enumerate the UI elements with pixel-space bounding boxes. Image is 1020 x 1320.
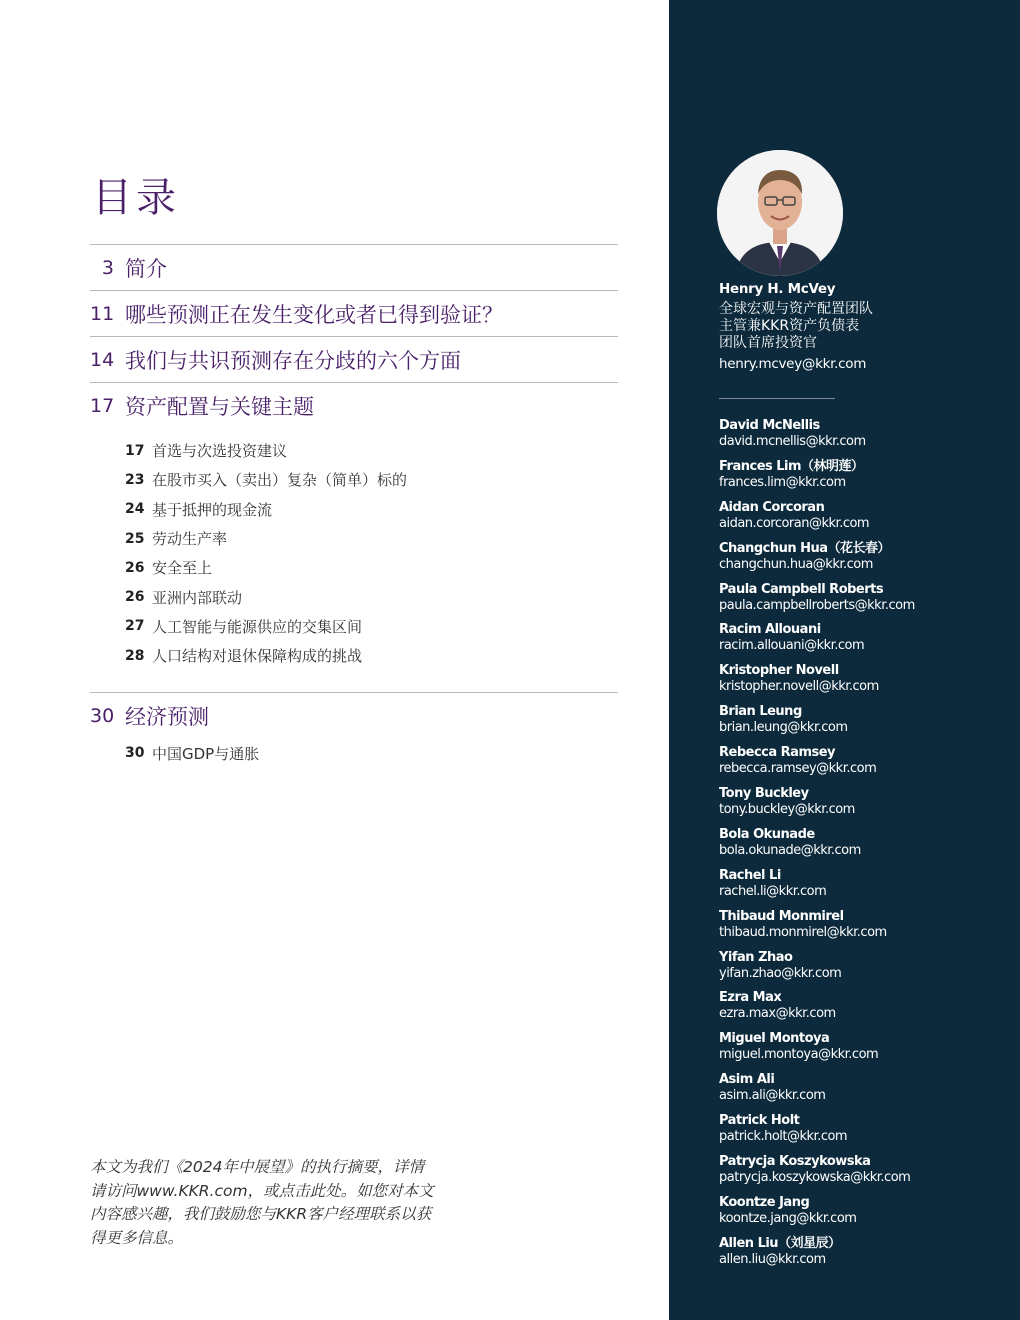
- contact-email[interactable]: koontze.jang@kkr.com: [719, 1210, 857, 1226]
- contact-item: [719, 744, 1009, 785]
- contact-list: [719, 417, 1009, 1276]
- contact-name: Rebecca Ramsey: [719, 745, 836, 761]
- divider: [719, 398, 835, 399]
- contact-name: Tony Buckley: [719, 786, 809, 802]
- toc-subsection-label: 在股市买入（卖出）复杂（简单）标的: [152, 471, 408, 490]
- page-title: 目录: [92, 175, 180, 221]
- toc-section-asset-allocation[interactable]: [90, 382, 618, 428]
- contact-name: Frances Lim（林明莲）: [719, 458, 864, 474]
- contact-email[interactable]: asim.ali@kkr.com: [719, 1088, 826, 1104]
- lead-author-email[interactable]: henry.mcvey@kkr.com: [719, 356, 867, 372]
- contact-item: [719, 417, 1009, 458]
- table-of-contents: [90, 244, 618, 768]
- contact-name: Koontze Jang: [719, 1194, 810, 1210]
- contact-item: [719, 458, 1009, 499]
- toc-subsection-label: 人口结构对退休保障构成的挑战: [152, 647, 363, 666]
- contact-email[interactable]: rebecca.ramsey@kkr.com: [719, 761, 877, 777]
- toc-section-label: 经济预测: [125, 704, 209, 729]
- contact-item: [719, 662, 1009, 703]
- toc-subsection-label: 基于抵押的现金流: [152, 500, 273, 519]
- contact-email[interactable]: patrycja.koszykowska@kkr.com: [719, 1170, 911, 1186]
- contact-email[interactable]: ezra.max@kkr.com: [719, 1006, 836, 1022]
- contact-item: [719, 908, 1009, 949]
- toc-page-number: 14: [90, 348, 115, 371]
- toc-page-number: 26: [125, 589, 145, 606]
- contact-email[interactable]: tony.buckley@kkr.com: [719, 802, 855, 818]
- lead-author-title: 主管兼KKR资产负债表: [719, 318, 860, 334]
- lead-author-name: Henry H. McVey: [719, 281, 836, 297]
- contact-email[interactable]: david.mcnellis@kkr.com: [719, 434, 866, 449]
- contact-item: [719, 1030, 1009, 1071]
- contact-name: Kristopher Novell: [719, 663, 839, 679]
- lead-author: [719, 281, 999, 372]
- contact-item: [719, 949, 1009, 990]
- contact-item: [719, 826, 1009, 867]
- contact-name: Thibaud Monmirel: [719, 908, 844, 924]
- contact-item: [719, 540, 1009, 581]
- contact-item: [719, 621, 1009, 662]
- contact-name: Yifan Zhao: [719, 949, 793, 965]
- toc-page-number: 28: [125, 647, 145, 664]
- contact-name: Patrick Holt: [719, 1113, 800, 1129]
- toc-subsection-item[interactable]: [125, 553, 618, 582]
- section-spacer: [90, 670, 618, 692]
- toc-subsection-label: 劳动生产率: [152, 530, 228, 549]
- toc-subsection-list: [90, 738, 618, 767]
- toc-page-number: 17: [90, 394, 115, 417]
- contact-name: Allen Liu（刘星辰）: [719, 1235, 841, 1251]
- contact-item: [719, 989, 1009, 1030]
- contact-item: [719, 1153, 1009, 1194]
- contact-email[interactable]: allen.liu@kkr.com: [719, 1251, 826, 1267]
- toc-page-number: 23: [125, 471, 145, 488]
- toc-page-number: 11: [90, 302, 115, 325]
- contact-name: David McNellis: [719, 418, 820, 433]
- toc-page-number: 27: [125, 618, 145, 635]
- contact-email[interactable]: yifan.zhao@kkr.com: [719, 965, 842, 981]
- contact-email[interactable]: racim.allouani@kkr.com: [719, 638, 865, 654]
- toc-subsection-label: 首选与次选投资建议: [152, 442, 288, 461]
- toc-section-forecasts[interactable]: [90, 290, 618, 336]
- contact-item: [719, 581, 1009, 622]
- contact-email[interactable]: rachel.li@kkr.com: [719, 883, 827, 899]
- contact-item: [719, 1235, 1009, 1276]
- toc-page-number: 25: [125, 530, 145, 547]
- contact-email[interactable]: patrick.holt@kkr.com: [719, 1129, 848, 1145]
- toc-subsection-item[interactable]: [125, 524, 618, 553]
- contact-item: [719, 785, 1009, 826]
- contact-item: [719, 867, 1009, 908]
- toc-section-label: 哪些预测正在发生变化或者已得到验证？: [125, 302, 503, 327]
- contact-item: [719, 1112, 1009, 1153]
- person-portrait-icon: [717, 150, 843, 276]
- contact-email[interactable]: brian.leung@kkr.com: [719, 720, 848, 736]
- toc-subsection-label: 中国GDP与通胀: [152, 744, 260, 763]
- toc-section-label: 简介: [125, 256, 167, 281]
- toc-page-number: 17: [125, 442, 145, 459]
- contact-name: Ezra Max: [719, 990, 782, 1006]
- toc-section-label: 我们与共识预测存在分歧的六个方面: [125, 348, 461, 373]
- contact-email[interactable]: kristopher.novell@kkr.com: [719, 679, 879, 695]
- contact-name: Miguel Montoya: [719, 1031, 830, 1047]
- contact-email[interactable]: aidan.corcoran@kkr.com: [719, 515, 870, 531]
- contact-name: Rachel Li: [719, 867, 781, 883]
- contact-email[interactable]: frances.lim@kkr.com: [719, 474, 846, 490]
- toc-page-number: 24: [125, 501, 145, 518]
- contact-name: Asim Ali: [719, 1072, 775, 1088]
- toc-subsection-item[interactable]: [125, 641, 618, 670]
- contact-item: [719, 1194, 1009, 1235]
- toc-subsection-list: [90, 436, 618, 670]
- toc-subsection-item[interactable]: [125, 465, 618, 494]
- lead-author-title: 团队首席投资官: [719, 335, 817, 351]
- toc-section-intro[interactable]: [90, 244, 618, 290]
- contact-email[interactable]: paula.campbellroberts@kkr.com: [719, 597, 915, 613]
- toc-section-economic-forecast[interactable]: [90, 692, 618, 738]
- lead-author-title: 全球宏观与资产配置团队: [719, 301, 873, 317]
- contact-name: Brian Leung: [719, 704, 802, 720]
- author-photo: [717, 150, 843, 276]
- contact-item: [719, 499, 1009, 540]
- toc-section-label: 资产配置与关键主题: [125, 394, 314, 419]
- contact-item: [719, 703, 1009, 744]
- contact-email[interactable]: bola.okunade@kkr.com: [719, 842, 861, 858]
- contact-name: Aidan Corcoran: [719, 499, 825, 515]
- toc-subsection-item[interactable]: [125, 612, 618, 641]
- toc-subsection-item[interactable]: [125, 582, 618, 611]
- toc-subsection-label: 安全至上: [152, 559, 213, 578]
- toc-page-number: 30: [125, 745, 145, 762]
- toc-page-number: 3: [101, 256, 114, 279]
- contact-name: Paula Campbell Roberts: [719, 581, 884, 597]
- contact-email[interactable]: changchun.hua@kkr.com: [719, 556, 873, 572]
- contact-item: [719, 1071, 1009, 1112]
- contact-name: Bola Okunade: [719, 826, 815, 842]
- summary-note: 本文为我们《2024年中展望》的执行摘要，详情请访问www.KKR.com，或点击此处。如您对本文内容感兴趣，我们鼓励您与KKR客户经理联系以获得更多信息。: [90, 1158, 434, 1247]
- toc-subsection-item[interactable]: [125, 436, 618, 465]
- toc-section-divergence[interactable]: [90, 336, 618, 382]
- toc-subsection-label: 亚洲内部联动: [152, 588, 243, 607]
- toc-subsection-item[interactable]: [125, 495, 618, 524]
- contact-email[interactable]: miguel.montoya@kkr.com: [719, 1047, 879, 1063]
- contact-email[interactable]: thibaud.monmirel@kkr.com: [719, 924, 887, 940]
- toc-subsection-label: 人工智能与能源供应的交集区间: [152, 617, 363, 636]
- contact-name: Patrycja Koszykowska: [719, 1154, 871, 1170]
- toc-subsection-item[interactable]: [125, 738, 618, 767]
- toc-page-number: 30: [90, 704, 115, 727]
- contact-name: Changchun Hua（花长春）: [719, 540, 891, 556]
- contact-name: Racim Allouani: [719, 622, 821, 638]
- toc-page-number: 26: [125, 559, 145, 576]
